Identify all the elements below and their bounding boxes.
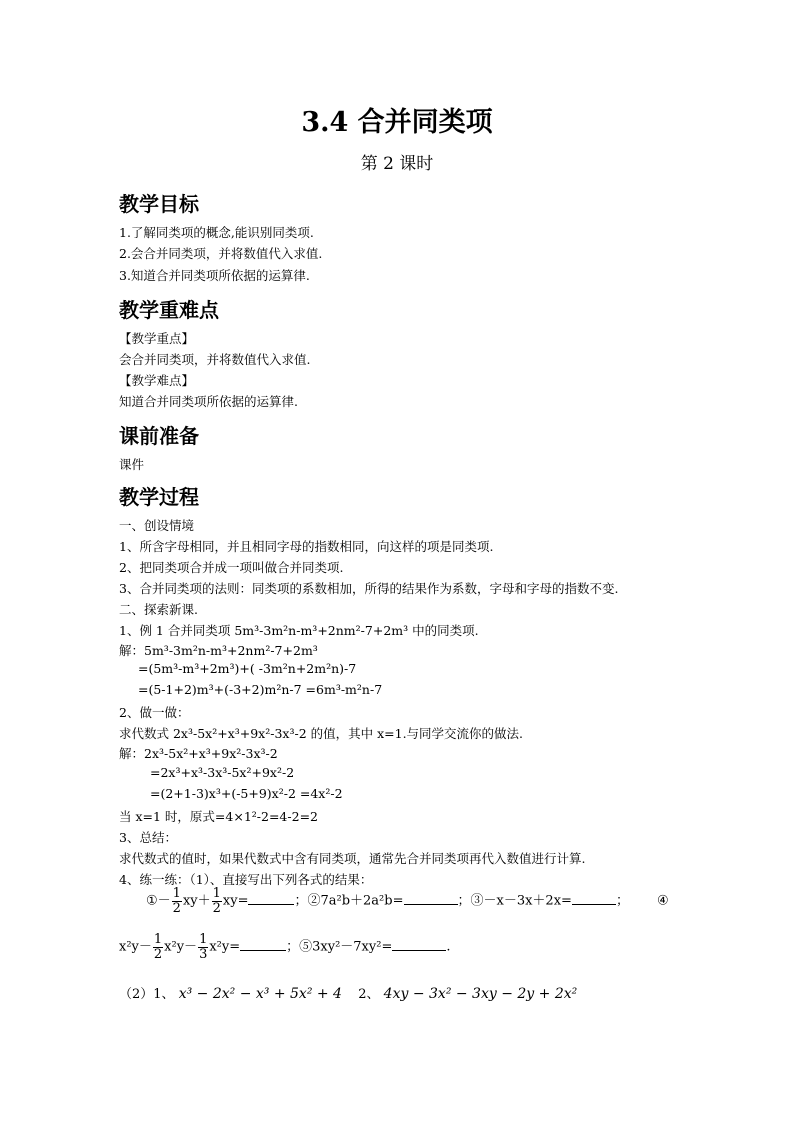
key-text: 会合并同类项，并将数值代入求值. xyxy=(119,352,311,367)
exercise-text: xy= xyxy=(222,893,249,909)
answer-blank xyxy=(240,938,286,951)
goal-item: 2.会合并同类项，并将数值代入求值. xyxy=(119,246,323,261)
exercise-text: x²y= xyxy=(209,939,241,955)
process-line: 1、例 1 合并同类项 5m³-3m²n-m³+2nm²-7+2m³ 中的同类项. xyxy=(119,623,479,638)
process-line: 2、做一做： xyxy=(119,705,190,720)
process-line: 解：2x³-5x²+x³+9x²-3x³-2 xyxy=(119,746,278,761)
exercise-line-2 xyxy=(119,933,450,961)
goal-item: 3.知道合并同类项所依据的运算律. xyxy=(119,268,310,283)
exercise-text: x²y－ xyxy=(119,939,152,955)
exercise-text: ；⑤3xy²－7xy²= xyxy=(286,939,393,955)
section-heading-process: 教学过程 xyxy=(119,485,199,509)
process-line: =(5-1+2)m³+(-3+2)m²n-7 =6m³-m²n-7 xyxy=(138,682,383,697)
process-line: =2x³+x³-3x³-5x²+9x²-2 xyxy=(150,765,295,780)
process-line: 求代数式 2x³-5x²+x³+9x²-3x³-2 的值，其中 x=1.与同学交流你的做法. xyxy=(119,726,524,741)
exercise-text: ④ xyxy=(656,893,669,909)
process-line: 当 x=1 时，原式=4×1²-2=4-2=2 xyxy=(119,809,318,824)
exercise-text: 2、 xyxy=(358,987,380,1002)
process-line: =(2+1-3)x³+(-5+9)x²-2 =4x²-2 xyxy=(150,786,343,801)
prep-text: 课件 xyxy=(119,457,145,472)
fraction: $\frac{1}{3}$ xyxy=(199,932,208,962)
answer-blank xyxy=(572,892,616,905)
process-line: 解：5m³-3m²n-m³+2nm²-7+2m³ xyxy=(119,643,318,658)
section-heading-goals: 教学目标 xyxy=(119,192,199,216)
answer-blank xyxy=(392,938,446,951)
section-heading-keypoints: 教学重难点 xyxy=(119,298,219,322)
answer-blank xyxy=(248,892,294,905)
exercise-text: ；③－x－3x＋2x= xyxy=(457,893,572,909)
exercise-text: （2）1、 xyxy=(119,987,175,1002)
exercise-line-1 xyxy=(146,887,669,915)
page-title: 3.4 合并同类项 xyxy=(301,107,493,138)
math-expression: 4xy − 3x² − 3xy − 2y + 2x² xyxy=(383,986,578,1002)
math-expression: x³ − 2x² − x³ + 5x² + 4 xyxy=(178,986,342,1002)
page-subtitle: 第 2 课时 xyxy=(360,154,434,174)
process-line: 求代数式的值时，如果代数式中含有同类项，通常先合并同类项再代入数值进行计算. xyxy=(119,851,586,866)
process-line: 1、所含字母相同，并且相同字母的指数相同，向这样的项是同类项. xyxy=(119,539,494,554)
difficult-label: 【教学难点】 xyxy=(119,373,195,388)
exercise-text: ①－ xyxy=(146,893,171,909)
process-line: 3、总结： xyxy=(119,830,177,845)
goal-item: 1.了解同类项的概念,能识别同类项. xyxy=(119,225,314,240)
exercise-text: x²y－ xyxy=(164,939,198,955)
exercise-line-3 xyxy=(119,983,577,1002)
section-heading-prep: 课前准备 xyxy=(119,424,199,448)
answer-blank xyxy=(404,892,458,905)
process-line: 2、把同类项合并成一项叫做合并同类项. xyxy=(119,560,344,575)
process-line: 4、练一练：（1）、直接写出下列各式的结果： xyxy=(119,872,373,887)
process-line: 二、探索新课. xyxy=(119,602,198,617)
process-line: =(5m³-m³+2m³)+( -3m²n+2m²n)-7 xyxy=(138,661,357,676)
process-line: 一、创设情境 xyxy=(119,518,195,533)
fraction: $\frac{1}{2}$ xyxy=(212,886,221,916)
exercise-text: xy＋ xyxy=(182,893,211,909)
difficult-text: 知道合并同类项所依据的运算律. xyxy=(119,394,298,409)
exercise-text: ；②7a²b＋2a²b= xyxy=(294,893,404,909)
process-line: 3、合并同类项的法则：同类项的系数相加，所得的结果作为系数，字母和字母的指数不变. xyxy=(119,581,619,596)
exercise-text: ； xyxy=(615,893,629,909)
fraction: $\frac{1}{2}$ xyxy=(172,886,181,916)
exercise-text: . xyxy=(446,939,451,955)
key-label: 【教学重点】 xyxy=(119,331,195,346)
fraction: $\frac{1}{2}$ xyxy=(153,932,163,962)
